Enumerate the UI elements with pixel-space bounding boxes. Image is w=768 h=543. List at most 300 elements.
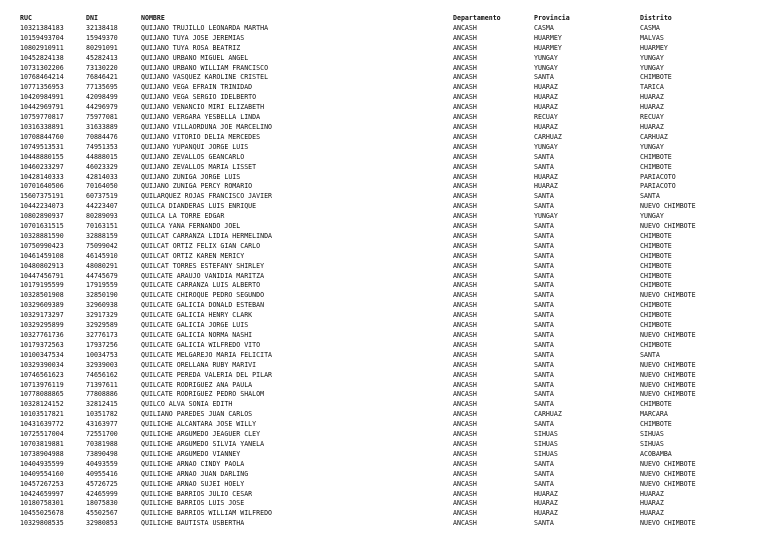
distrito-cell: CARHUAZ: [640, 132, 668, 141]
nombre-cell: QUILICHE ARNAO JUAN DARLING: [141, 469, 249, 478]
dni-cell: 44745679: [86, 271, 118, 280]
provincia-cell: YUNGAY: [534, 142, 558, 151]
dni-cell: 70884476: [86, 132, 118, 141]
distrito-cell: HUARAZ: [640, 489, 664, 498]
departamento-cell: ANCASH: [453, 281, 477, 290]
distrito-cell: HUARAZ: [640, 103, 664, 112]
provincia-cell: SANTA: [534, 291, 554, 300]
provincia-cell: HUARMEY: [534, 43, 562, 52]
nombre-cell: QUILICHE BARRIOS WILLIAM WILFREDO: [141, 509, 273, 518]
table-row: [20, 232, 750, 242]
provincia-cell: SANTA: [534, 152, 554, 161]
dni-cell: 70163151: [86, 222, 118, 231]
taxpayer-table: [20, 14, 750, 529]
nombre-cell: QUILICHE ARGUMEDO JEAGUER CLEY: [141, 430, 261, 439]
departamento-cell: ANCASH: [453, 172, 477, 181]
nombre-cell: QUIJANO URBANO WILLIAM FRANCISCO: [141, 63, 269, 72]
distrito-cell: CHIMBOTE: [640, 152, 672, 161]
distrito-cell: HUARMEY: [640, 43, 668, 52]
departamento-cell: ANCASH: [453, 469, 477, 478]
distrito-cell: HUARAZ: [640, 122, 664, 131]
nombre-cell: QUILICHE BARRIOS JULIO CESAR: [141, 489, 253, 498]
provincia-cell: SANTA: [534, 162, 554, 171]
nombre-cell: QUIJANO ZUÑIGA PERCY ROMARIO: [141, 182, 253, 191]
table-row: [20, 420, 750, 430]
distrito-cell: RECUAY: [640, 113, 664, 122]
departamento-cell: ANCASH: [453, 459, 477, 468]
nombre-cell: QUILCATE GALICIA NORMA NASHI: [141, 331, 253, 339]
departamento-cell: ANCASH: [453, 420, 477, 429]
nombre-cell: QUIJANO VEGA SERGIO IDELBERTO: [141, 93, 257, 102]
nombre-cell: QUILCA LA TORRE EDGAR: [141, 212, 225, 221]
table-row: [20, 153, 750, 163]
ruc-cell: 10424659997: [20, 489, 64, 498]
provincia-cell: HUARAZ: [534, 93, 558, 102]
table-row: [20, 272, 750, 282]
nombre-cell: QUILICHE BARRIOS LUIS JOSE: [141, 499, 245, 508]
departamento-cell: ANCASH: [453, 53, 477, 62]
provincia-cell: CASMA: [534, 23, 554, 32]
table-row: [20, 113, 750, 123]
dni-cell: 32929589: [86, 321, 118, 330]
ruc-cell: 10771356953: [20, 83, 64, 92]
ruc-cell: 15607375191: [20, 192, 64, 201]
distrito-cell: CHIMBOTE: [640, 73, 672, 82]
distrito-cell: NUEVO CHIMBOTE: [640, 459, 696, 468]
dni-cell: 32917329: [86, 311, 118, 320]
departamento-cell: ANCASH: [453, 231, 477, 240]
ruc-cell: 10180758301: [20, 499, 64, 508]
nombre-cell: QUILCATE PEREDA VALERIA DEL PILAR: [141, 370, 273, 379]
nombre-cell: QUILCAT CARRANZA LIDIA HERMELINDA: [141, 231, 273, 240]
dni-cell: 76846421: [86, 73, 118, 82]
distrito-cell: YUNGAY: [640, 53, 664, 62]
ruc-cell: 10802910911: [20, 43, 64, 52]
provincia-cell: HUARAZ: [534, 489, 558, 498]
table-row: [20, 351, 750, 361]
nombre-cell: QUIJANO VENANCIO MIRI ELIZABETH: [141, 103, 265, 112]
table-row: [20, 103, 750, 113]
ruc-cell: 10759770817: [20, 113, 64, 122]
nombre-cell: QUILARQUEZ ROJAS FRANCISCO JAVIER: [141, 192, 273, 201]
ruc-cell: 10713976119: [20, 380, 64, 389]
provincia-cell: YUNGAY: [534, 53, 558, 62]
ruc-cell: 10179195599: [20, 281, 64, 290]
dni-cell: 70164050: [86, 182, 118, 191]
table-row: [20, 73, 750, 83]
departamento-cell: ANCASH: [453, 113, 477, 122]
departamento-cell: ANCASH: [453, 63, 477, 72]
provincia-cell: SANTA: [534, 231, 554, 240]
dni-cell: 73890498: [86, 449, 118, 458]
departamento-cell: ANCASH: [453, 182, 477, 191]
nombre-cell: QUILCATE GALICIA JORGE LUIS: [141, 321, 249, 330]
ruc-cell: 10409554160: [20, 469, 64, 478]
distrito-cell: CHIMBOTE: [640, 231, 672, 240]
table-row: [20, 400, 750, 410]
ruc-cell: 10321384183: [20, 23, 64, 32]
distrito-cell: NUEVO CHIMBOTE: [640, 479, 696, 488]
departamento-cell: ANCASH: [453, 439, 477, 448]
ruc-cell: 10725517004: [20, 430, 64, 439]
distrito-cell: MALVAS: [640, 33, 664, 42]
nombre-cell: QUIJANO YUPANQUI JORGE LUIS: [141, 142, 249, 151]
nombre-cell: QUIJANO VEGA EFRAIN TRINIDAD: [141, 83, 253, 92]
dni-cell: 77808886: [86, 390, 118, 399]
table-row: [20, 54, 750, 64]
table-row: [20, 361, 750, 371]
nombre-cell: QUIJANO URBANO MIGUEL ANGEL: [141, 53, 249, 62]
dni-cell: 46145910: [86, 251, 118, 260]
provincia-cell: SIHUAS: [534, 449, 558, 458]
nombre-cell: QUILCATE ARAUJO VANIDIA MARITZA: [141, 271, 265, 280]
dni-cell: 17919559: [86, 281, 118, 290]
nombre-cell: QUILICHE ARGUMEDO VIANNEY: [141, 449, 241, 458]
ruc-cell: 10731302206: [20, 63, 64, 72]
distrito-cell: NUEVO CHIMBOTE: [640, 370, 696, 379]
ruc-cell: 10480802913: [20, 261, 64, 270]
table-row: [20, 440, 750, 450]
ruc-cell: 10179372563: [20, 340, 64, 349]
table-row: [20, 381, 750, 391]
distrito-cell: CHIMBOTE: [640, 340, 672, 349]
dni-cell: 42465999: [86, 489, 118, 498]
ruc-cell: 10703819881: [20, 439, 64, 448]
ruc-cell: 10442969791: [20, 103, 64, 112]
nombre-cell: QUIJANO ZEVALLOS GEANCARLO: [141, 152, 245, 161]
provincia-cell: SANTA: [534, 390, 554, 399]
ruc-cell: 10103517821: [20, 410, 64, 419]
table-row: [20, 311, 750, 321]
distrito-cell: HUARAZ: [640, 499, 664, 508]
table-row: [20, 163, 750, 173]
nombre-cell: QUILICHE ARNAO CINDY PAOLA: [141, 459, 245, 468]
departamento-cell: ANCASH: [453, 132, 477, 141]
distrito-cell: CHIMBOTE: [640, 241, 672, 250]
departamento-cell: ANCASH: [453, 142, 477, 151]
distrito-cell: SIHUAS: [640, 439, 664, 448]
departamento-cell: ANCASH: [453, 152, 477, 161]
dni-cell: 74951353: [86, 142, 118, 151]
departamento-cell: ANCASH: [453, 321, 477, 330]
departamento-cell: ANCASH: [453, 83, 477, 92]
provincia-cell: SANTA: [534, 350, 554, 359]
departamento-cell: ANCASH: [453, 311, 477, 320]
provincia-cell: CARHUAZ: [534, 132, 562, 141]
distrito-cell: NUEVO CHIMBOTE: [640, 222, 696, 231]
dni-cell: 17937256: [86, 340, 118, 349]
table-row: [20, 262, 750, 272]
ruc-cell: 10329609389: [20, 301, 64, 310]
dni-cell: 18075830: [86, 499, 118, 508]
dni-cell: 74656162: [86, 370, 118, 379]
table-row: [20, 390, 750, 400]
provincia-cell: SANTA: [534, 479, 554, 488]
departamento-cell: ANCASH: [453, 370, 477, 379]
distrito-cell: NUEVO CHIMBOTE: [640, 202, 696, 211]
departamento-cell: ANCASH: [453, 360, 477, 369]
table-row: [20, 430, 750, 440]
provincia-cell: SANTA: [534, 380, 554, 389]
ruc-cell: 10442234073: [20, 202, 64, 211]
provincia-cell: SANTA: [534, 360, 554, 369]
nombre-cell: QUIJANO ZEVALLOS MARIA LISSET: [141, 162, 257, 171]
table-row: [20, 34, 750, 44]
nombre-cell: QUIJANO TUYA ROSA BEATRIZ: [141, 43, 241, 52]
departamento-cell: ANCASH: [453, 340, 477, 349]
distrito-cell: SIHUAS: [640, 430, 664, 439]
ruc-cell: 10431639772: [20, 420, 64, 429]
provincia-cell: HUARAZ: [534, 172, 558, 181]
table-row: [20, 133, 750, 143]
departamento-cell: ANCASH: [453, 489, 477, 498]
ruc-cell: 10328501908: [20, 291, 64, 300]
departamento-cell: ANCASH: [453, 449, 477, 458]
distrito-cell: HUARAZ: [640, 93, 664, 102]
ruc-cell: 10159493704: [20, 33, 64, 42]
provincia-cell: SANTA: [534, 420, 554, 429]
ruc-cell: 10701640506: [20, 182, 64, 191]
departamento-cell: ANCASH: [453, 33, 477, 42]
ruc-cell: 10329295899: [20, 321, 64, 330]
dni-cell: 46023329: [86, 162, 118, 171]
distrito-cell: CHIMBOTE: [640, 301, 672, 310]
table-row: [20, 470, 750, 480]
ruc-cell: 10448880155: [20, 152, 64, 161]
table-row: [20, 202, 750, 212]
distrito-cell: CASMA: [640, 23, 660, 32]
provincia-cell: HUARAZ: [534, 122, 558, 131]
table-row: [20, 173, 750, 183]
distrito-cell: HUARAZ: [640, 509, 664, 518]
departamento-cell: ANCASH: [453, 261, 477, 270]
nombre-cell: QUILCATE CARRANZA LUIS ALBERTO: [141, 281, 261, 290]
departamento-cell: ANCASH: [453, 43, 477, 52]
dni-cell: 43163977: [86, 420, 118, 429]
distrito-cell: MARCARA: [640, 410, 668, 419]
departamento-cell: ANCASH: [453, 122, 477, 131]
ruc-cell: 10420984991: [20, 93, 64, 102]
ruc-cell: 10778088865: [20, 390, 64, 399]
provincia-cell: SANTA: [534, 192, 554, 201]
nombre-cell: QUILCATE MELGAREJO MARIA FELICITA: [141, 350, 273, 359]
table-row: [20, 182, 750, 192]
provincia-cell: SANTA: [534, 370, 554, 379]
table-row: [20, 123, 750, 133]
table-row: [20, 450, 750, 460]
provincia-cell: YUNGAY: [534, 212, 558, 221]
distrito-cell: CHIMBOTE: [640, 420, 672, 429]
nombre-cell: QUILCAT TORRES ESTEFANY SHIRLEY: [141, 261, 265, 270]
provincia-cell: SANTA: [534, 340, 554, 349]
departamento-cell: ANCASH: [453, 162, 477, 171]
table-row: [20, 242, 750, 252]
provincia-cell: HUARAZ: [534, 182, 558, 191]
table-row: [20, 222, 750, 232]
ruc-cell: 10746561623: [20, 370, 64, 379]
nombre-cell: QUILCO ALVA SONIA EDITH: [141, 400, 233, 409]
departamento-cell: ANCASH: [453, 241, 477, 250]
distrito-cell: SANTA: [640, 192, 660, 201]
ruc-cell: 10428140333: [20, 172, 64, 181]
column-header-departamento: Departamento: [453, 14, 501, 22]
table-row: [20, 291, 750, 301]
nombre-cell: QUILICHE ARGUMEDO SILVIA YANELA: [141, 439, 265, 448]
table-row: [20, 480, 750, 490]
nombre-cell: QUILCA YANA FERNANDO JOEL: [141, 222, 241, 231]
ruc-cell: 10100347534: [20, 350, 64, 359]
ruc-cell: 10329808535: [20, 519, 64, 528]
ruc-cell: 10768464214: [20, 73, 64, 82]
distrito-cell: NUEVO CHIMBOTE: [640, 360, 696, 369]
dni-cell: 45282413: [86, 53, 118, 62]
ruc-cell: 10316338891: [20, 122, 64, 131]
departamento-cell: ANCASH: [453, 499, 477, 508]
table-row: [20, 252, 750, 262]
dni-cell: 32812415: [86, 400, 118, 409]
provincia-cell: SANTA: [534, 321, 554, 330]
dni-cell: 80291091: [86, 43, 118, 52]
ruc-cell: 10460233297: [20, 162, 64, 171]
column-header-dni: DNI: [86, 14, 98, 22]
departamento-cell: ANCASH: [453, 23, 477, 32]
provincia-cell: SIHUAS: [534, 439, 558, 448]
distrito-cell: CHIMBOTE: [640, 311, 672, 320]
departamento-cell: ANCASH: [453, 103, 477, 112]
table-row: [20, 321, 750, 331]
table-row: [20, 490, 750, 500]
departamento-cell: ANCASH: [453, 271, 477, 280]
table-row: [20, 499, 750, 509]
provincia-cell: YUNGAY: [534, 63, 558, 72]
distrito-cell: SANTA: [640, 350, 660, 359]
table-row: [20, 281, 750, 291]
departamento-cell: ANCASH: [453, 73, 477, 82]
distrito-cell: PARIACOTO: [640, 182, 676, 191]
dni-cell: 60737519: [86, 192, 118, 201]
distrito-cell: TARICA: [640, 83, 664, 92]
nombre-cell: QUILCA DIANDERAS LUIS ENRIQUE: [141, 202, 257, 211]
ruc-cell: 10749513531: [20, 142, 64, 151]
nombre-cell: QUIJANO VILLAORDUÑA JOE MARCELINO: [141, 122, 273, 131]
provincia-cell: SANTA: [534, 73, 554, 82]
departamento-cell: ANCASH: [453, 291, 477, 300]
dni-cell: 32980853: [86, 519, 118, 528]
provincia-cell: HUARMEY: [534, 33, 562, 42]
ruc-cell: 10461459108: [20, 251, 64, 260]
table-row: [20, 64, 750, 74]
distrito-cell: YUNGAY: [640, 142, 664, 151]
nombre-cell: QUIJANO TUYA JOSE JEREMIAS: [141, 33, 245, 42]
dni-cell: 48080291: [86, 261, 118, 270]
provincia-cell: SANTA: [534, 331, 554, 339]
nombre-cell: QUIJANO ZUÑIGA JORGE LUIS: [141, 172, 241, 181]
nombre-cell: QUILCAT ORTIZ KAREN MERICY: [141, 251, 245, 260]
table-row: [20, 519, 750, 529]
provincia-cell: SANTA: [534, 202, 554, 211]
departamento-cell: ANCASH: [453, 251, 477, 260]
provincia-cell: SANTA: [534, 469, 554, 478]
dni-cell: 32776173: [86, 331, 118, 339]
departamento-cell: ANCASH: [453, 400, 477, 409]
distrito-cell: CHIMBOTE: [640, 400, 672, 409]
ruc-cell: 10329173297: [20, 311, 64, 320]
nombre-cell: QUILCATE ORELLANA RUBY MARIVI: [141, 360, 257, 369]
dni-cell: 75977081: [86, 113, 118, 122]
departamento-cell: ANCASH: [453, 519, 477, 528]
table-row: [20, 301, 750, 311]
table-row: [20, 83, 750, 93]
distrito-cell: CHIMBOTE: [640, 271, 672, 280]
dni-cell: 45502567: [86, 509, 118, 518]
table-row: [20, 143, 750, 153]
provincia-cell: HUARAZ: [534, 103, 558, 112]
departamento-cell: ANCASH: [453, 192, 477, 201]
table-row: [20, 331, 750, 341]
nombre-cell: QUILCATE GALICIA WILFREDO VITO: [141, 340, 261, 349]
dni-cell: 44888015: [86, 152, 118, 161]
distrito-cell: NUEVO CHIMBOTE: [640, 380, 696, 389]
ruc-cell: 10329390034: [20, 360, 64, 369]
departamento-cell: ANCASH: [453, 509, 477, 518]
table-row: [20, 24, 750, 34]
table-body: [20, 24, 750, 529]
departamento-cell: ANCASH: [453, 202, 477, 211]
distrito-cell: CHIMBOTE: [640, 321, 672, 330]
distrito-cell: CHIMBOTE: [640, 281, 672, 290]
provincia-cell: SIHUAS: [534, 430, 558, 439]
dni-cell: 10034753: [86, 350, 118, 359]
dni-cell: 73130220: [86, 63, 118, 72]
ruc-cell: 10457267253: [20, 479, 64, 488]
nombre-cell: QUILCATE GALICIA HENRY CLARK: [141, 311, 253, 320]
distrito-cell: YUNGAY: [640, 212, 664, 221]
provincia-cell: SANTA: [534, 301, 554, 310]
departamento-cell: ANCASH: [453, 390, 477, 399]
dni-cell: 15949370: [86, 33, 118, 42]
column-header-nombre: NOMBRE: [141, 14, 165, 22]
departamento-cell: ANCASH: [453, 479, 477, 488]
nombre-cell: QUILICHE ARNAO SUJEI HOELY: [141, 479, 245, 488]
table-row: [20, 509, 750, 519]
ruc-cell: 10328124152: [20, 400, 64, 409]
table-row: [20, 44, 750, 54]
nombre-cell: QUILICHE ALCANTARA JOSE WILLY: [141, 420, 257, 429]
distrito-cell: CHIMBOTE: [640, 162, 672, 171]
dni-cell: 42098499: [86, 93, 118, 102]
distrito-cell: NUEVO CHIMBOTE: [640, 390, 696, 399]
table-row: [20, 93, 750, 103]
ruc-cell: 10328881590: [20, 231, 64, 240]
nombre-cell: QUIJANO TRUJILLO LEONARDA MARTHA: [141, 23, 269, 32]
dni-cell: 44223407: [86, 202, 118, 211]
dni-cell: 32888159: [86, 231, 118, 240]
distrito-cell: CHIMBOTE: [640, 251, 672, 260]
dni-cell: 10351782: [86, 410, 118, 419]
dni-cell: 77135695: [86, 83, 118, 92]
table-row: [20, 341, 750, 351]
dni-cell: 32850190: [86, 291, 118, 300]
distrito-cell: NUEVO CHIMBOTE: [640, 519, 696, 528]
distrito-cell: PARIACOTO: [640, 172, 676, 181]
nombre-cell: QUILCATE RODRIGUEZ PEDRO SHALOM: [141, 390, 265, 399]
ruc-cell: 10738904988: [20, 449, 64, 458]
nombre-cell: QUILICHE BAUTISTA USBERTHA: [141, 519, 245, 528]
departamento-cell: ANCASH: [453, 350, 477, 359]
nombre-cell: QUIJANO VITORIO DELIA MERCEDES: [141, 132, 261, 141]
nombre-cell: QUILIANO PAREDES JUAN CARLOS: [141, 410, 253, 419]
table-row: [20, 410, 750, 420]
